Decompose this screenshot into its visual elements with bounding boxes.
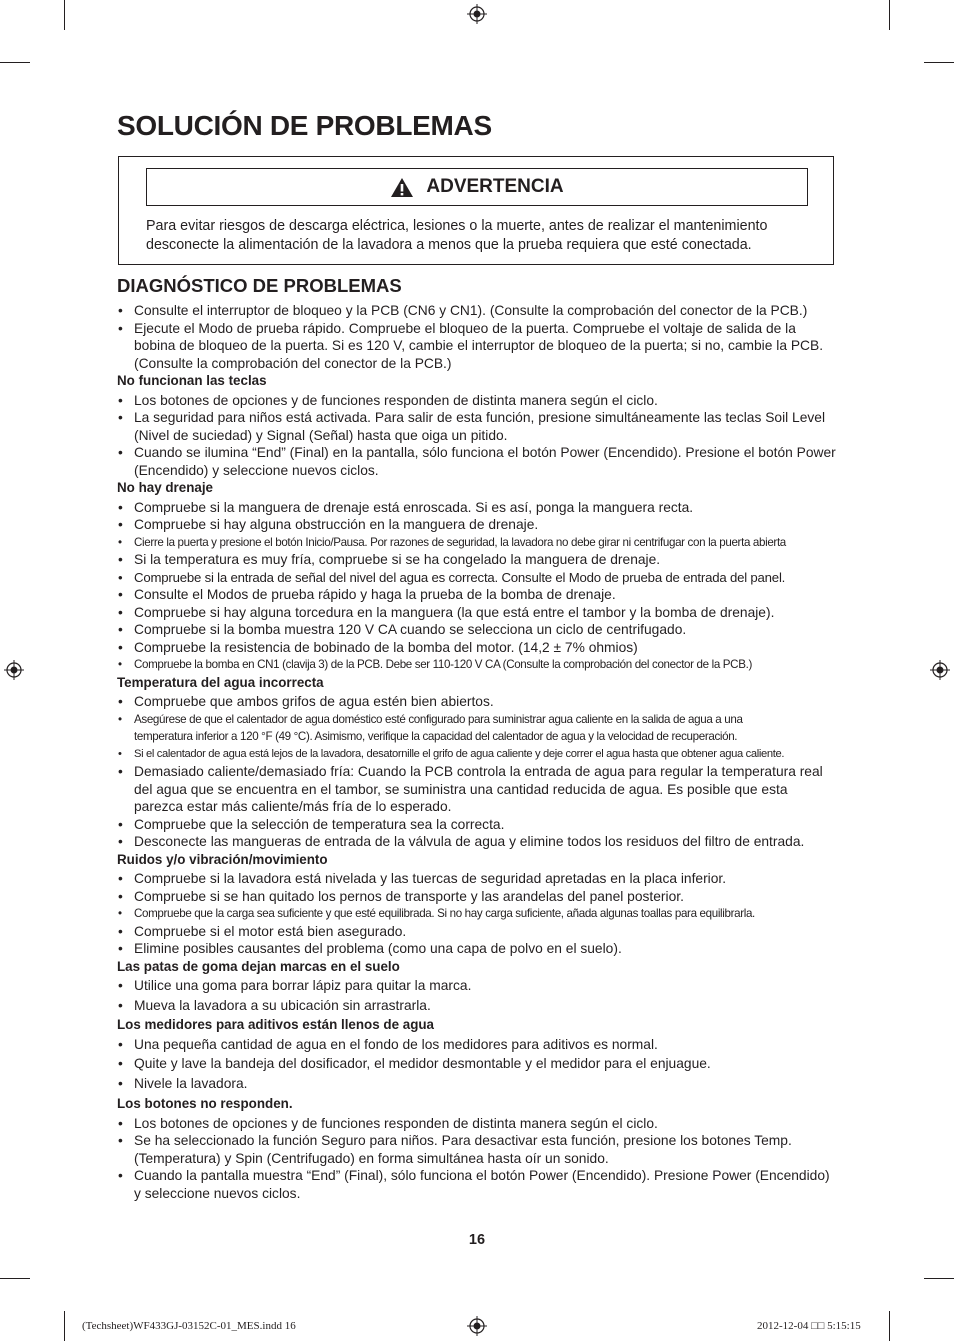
list-item: • Si la temperatura es muy fría, compruebe si se ha congelado la manguera de drenaje. <box>117 551 839 569</box>
subheading: No funcionan las teclas <box>117 373 267 388</box>
warning-heading: ADVERTENCIA <box>426 176 564 197</box>
list-item: • Los botones de opciones y de funciones responden de distinta manera según el ciclo. <box>117 1115 839 1133</box>
diagnosis-section <box>117 275 839 1202</box>
list-item: • Cierre la puerta y presione el botón Inicio/Pausa. Por razones de seguridad, la lavadora no debe girar ni centrifugar con la puerta abierta <box>117 534 839 552</box>
subheading: Los medidores para aditivos están llenos de agua <box>117 1017 435 1032</box>
list-item-continuation <box>117 728 839 746</box>
list-item: • Compruebe que ambos grifos de agua estén bien abiertos. <box>117 693 839 711</box>
water-temperature-list <box>117 693 839 851</box>
warning-header <box>146 168 808 206</box>
subheading: Ruidos y/o vibración/movimiento <box>117 851 328 867</box>
warning-text <box>146 217 822 255</box>
buttons-list <box>117 1115 839 1203</box>
rubber-feet-list <box>117 977 839 1014</box>
crop-mark <box>889 1311 890 1341</box>
list-item: • La seguridad para niños está activada. Para salir de esta función, presione simultáneamente las teclas Soil Level (Nivel de suciedad) y Signal (Señal) hasta que oiga un pitido. <box>117 409 839 444</box>
list-item: • Una pequeña cantidad de agua en el fondo de los medidores para aditivos es normal. <box>117 1036 839 1054</box>
subheading: Las patas de goma dejan marcas en el suelo <box>117 958 400 974</box>
subheading: Los botones no responden. <box>117 1096 293 1111</box>
list-item: • Compruebe si la manguera de drenaje está enroscada. Si es así, ponga la manguera recta. <box>117 499 839 517</box>
registration-mark-icon <box>4 660 24 680</box>
list-item: • Compruebe la resistencia de bobinado de la bomba del motor. (14,2 ± 7% ohmios) <box>117 639 839 657</box>
warning-triangle-icon <box>390 177 414 198</box>
list-item: • Compruebe si se han quitado los pernos de transporte y las arandelas del panel posterior. <box>117 888 839 906</box>
crop-mark <box>64 0 65 30</box>
crop-mark <box>924 62 954 63</box>
intro-list <box>117 302 839 372</box>
crop-mark <box>64 1311 65 1341</box>
footer-timestamp: 2012-12-04 □□ 5:15:15 <box>757 1320 861 1332</box>
drain-list <box>117 499 839 674</box>
list-item: • Utilice una goma para borrar lápiz para quitar la marca. <box>117 977 839 995</box>
subheading: Temperatura del agua incorrecta <box>117 674 324 690</box>
list-item: • Cuando la pantalla muestra “End” (Final), sólo funciona el botón Power (Encendido). Presione Power (Encendido) y seleccione nuevos ciclos. <box>117 1167 839 1202</box>
page-number: 16 <box>468 1232 486 1248</box>
list-item-text: temperatura inferior a 120 °F (49 °C). Asimismo, verifique la capacidad del calentador de agua y la velocidad de recuperación. <box>134 730 738 743</box>
keys-list <box>117 392 839 480</box>
list-item: • Si el calentador de agua está lejos de la lavadora, desatornille el grifo de agua caliente y deje correr el agua hasta que obtener agua caliente. <box>117 746 839 764</box>
warning-text-line: Para evitar riesgos de descarga eléctrica, lesiones o la muerte, antes de realizar el mantenimiento <box>146 218 768 234</box>
list-item: • Cuando se ilumina “End” (Final) en la pantalla, sólo funciona el botón Power (Encendido). Presione el botón Power (Encendido) y seleccione nuevos ciclos. <box>117 444 839 479</box>
list-item: • Asegúrese de que el calentador de agua doméstico esté configurado para suministrar agua caliente en la salida de agua a una <box>117 711 839 729</box>
registration-mark-icon <box>930 660 950 680</box>
crop-mark <box>0 1278 30 1279</box>
list-item: • Compruebe la bomba en CN1 (clavija 3) de la PCB. Debe ser 110-120 V CA (Consulte la comprobación del conector de la PCB.) <box>117 656 839 674</box>
list-item: • Quite y lave la bandeja del dosificador, el medidor desmontable y el medidor para el enjuague. <box>117 1055 839 1073</box>
list-item: • Desconecte las mangueras de entrada de la válvula de agua y elimine todos los residuos del filtro de entrada. <box>117 833 839 851</box>
list-item: • Se ha seleccionado la función Seguro para niños. Para desactivar esta función, presione los botones Temp. (Temperatura) y Spin (Centrifugado) en forma simultánea hasta oír un sonido. <box>117 1132 839 1167</box>
list-item: • Mueva la lavadora a su ubicación sin arrastrarla. <box>117 997 839 1015</box>
list-item: • Compruebe si la entrada de señal del nivel del agua es correcta. Consulte el Modo de prueba de entrada del panel. <box>117 569 839 587</box>
list-item: • Compruebe que la carga sea suficiente y que esté equilibrada. Si no hay carga suficiente, añada algunas toallas para equilibrarla. <box>117 905 839 923</box>
page-title: SOLUCIÓN DE PROBLEMAS <box>117 110 492 141</box>
list-item: • Compruebe si la bomba muestra 120 V CA cuando se selecciona un ciclo de centrifugado. <box>117 621 839 639</box>
list-item: • Compruebe si el motor está bien asegurado. <box>117 923 839 941</box>
registration-mark-icon <box>467 4 487 24</box>
list-item: • Compruebe si hay alguna torcedura en la manguera (la que está entre el tambor y la bomba de drenaje). <box>117 604 839 622</box>
dispensers-list <box>117 1036 839 1093</box>
list-item: • Consulte el Modos de prueba rápido y haga la prueba de la bomba de drenaje. <box>117 586 839 604</box>
list-item: • Consulte el interruptor de bloqueo y la PCB (CN6 y CN1). (Consulte la comprobación del conector de la PCB.) <box>117 302 839 320</box>
list-item: • Compruebe si la lavadora está nivelada y las tuercas de seguridad apretadas en la placa inferior. <box>117 870 839 888</box>
registration-mark-icon <box>467 1316 487 1336</box>
list-item: • Compruebe que la selección de temperatura sea la correcta. <box>117 816 839 834</box>
crop-mark <box>924 1278 954 1279</box>
warning-box <box>118 156 834 265</box>
list-item: • Compruebe si hay alguna obstrucción en la manguera de drenaje. <box>117 516 839 534</box>
section-title: DIAGNÓSTICO DE PROBLEMAS <box>117 275 402 296</box>
list-item: • Demasiado caliente/demasiado fría: Cuando la PCB controla la entrada de agua para regular la temperatura real del agua que se encuentra en el tambor, se suministra una cantidad reducida de agua. Es posible que esta parezca estar más caliente/más fría de lo esperado. <box>117 763 839 816</box>
crop-mark <box>889 0 890 30</box>
list-item: • Los botones de opciones y de funciones responden de distinta manera según el ciclo. <box>117 392 839 410</box>
list-item: • Nivele la lavadora. <box>117 1075 839 1093</box>
footer-file-info: (Techsheet)WF433GJ-03152C-01_MES.indd 16 <box>82 1320 296 1332</box>
list-item: • Elimine posibles causantes del problema (como una capa de polvo en el suelo). <box>117 940 839 958</box>
noise-list <box>117 870 839 958</box>
warning-text-line: desconecte la alimentación de la lavadora a menos que la prueba requiera que esté conectada. <box>146 237 752 253</box>
list-item: • Ejecute el Modo de prueba rápido. Compruebe el bloqueo de la puerta. Compruebe el voltaje de salida de la bobina de bloqueo de la puerta. Si es 120 V, cambie el interruptor de bloqueo de la puerta; si no, cambie la PCB. (Consulte la comprobación del conector de la PCB.) <box>117 320 839 373</box>
subheading: No hay drenaje <box>117 480 213 495</box>
crop-mark <box>0 62 30 63</box>
